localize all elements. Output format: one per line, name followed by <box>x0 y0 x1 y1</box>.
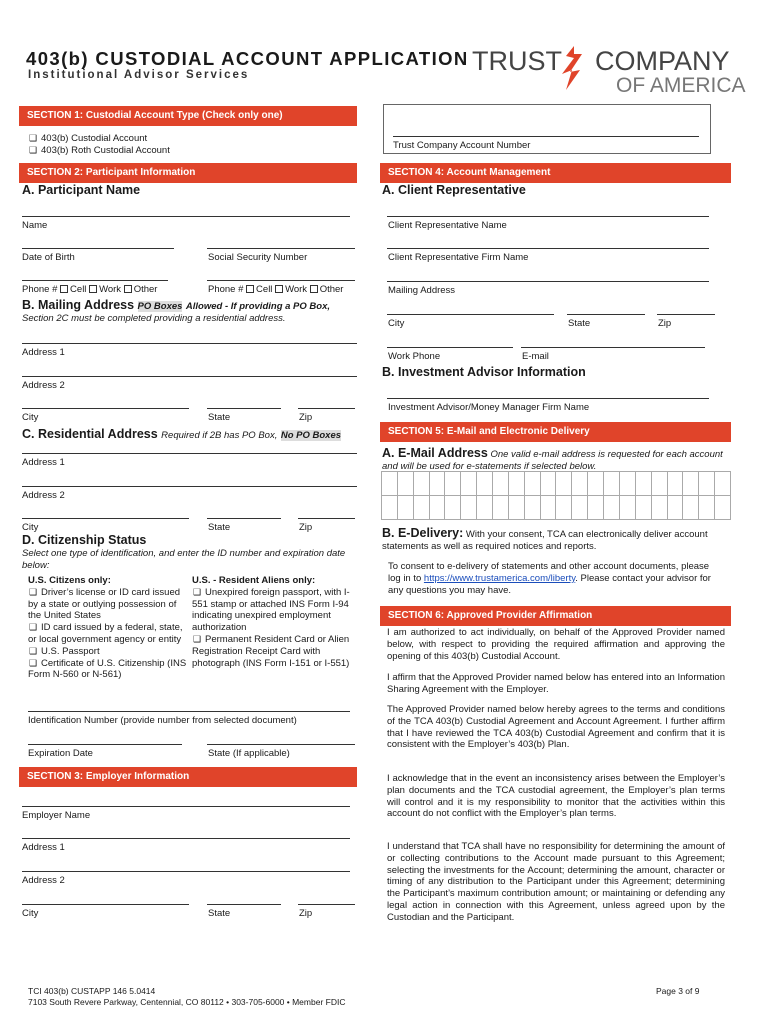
res-note: Required if 2B has PO Box, <box>161 430 278 441</box>
emp-city-field[interactable] <box>22 904 189 905</box>
option-label: 403(b) Roth Custodial Account <box>41 145 170 156</box>
no-po-boxes-highlight: No PO Boxes <box>280 430 342 441</box>
email-entry-grid-row2[interactable] <box>381 496 731 520</box>
checkbox-icon[interactable]: ❑ <box>28 586 38 597</box>
us-item[interactable] <box>28 622 188 646</box>
checkbox-icon[interactable]: ❑ <box>192 633 202 644</box>
edelivery-heading: B. E-Delivery: <box>382 526 464 540</box>
checkbox-icon[interactable]: ❑ <box>28 145 38 155</box>
emp-city-label: City <box>22 908 39 919</box>
res-address2-label: Address 2 <box>22 490 65 501</box>
work-checkbox[interactable] <box>275 285 283 293</box>
investment-advisor-heading: B. Investment Advisor Information <box>382 365 586 379</box>
mail-address2-field[interactable] <box>22 376 357 377</box>
section1-header: SECTION 1: Custodial Account Type (Check only one) <box>19 106 357 126</box>
section3-header: SECTION 3: Employer Information <box>19 767 357 787</box>
cell-text: Cell <box>70 284 87 295</box>
firm-name-field[interactable] <box>387 248 709 249</box>
consent-text-2: . Please contact your advisor for any questions you may have. <box>388 572 711 596</box>
mail-zip-field[interactable] <box>298 408 355 409</box>
phone1-label <box>22 284 157 295</box>
work-text: Work <box>285 284 308 295</box>
citizenship-note: Select one type of identification, and enter the ID number and expiration date below: <box>22 548 346 571</box>
res-city-field[interactable] <box>22 518 189 519</box>
client-rep-heading: A. Client Representative <box>382 183 526 197</box>
us-item[interactable] <box>28 646 188 658</box>
resident-aliens-heading: U.S. - Resident Aliens only: <box>192 575 316 586</box>
res-address1-label: Address 1 <box>22 457 65 468</box>
res-address2-field[interactable] <box>22 486 357 487</box>
expiration-field[interactable] <box>28 744 182 745</box>
phone-text: Phone # <box>22 284 58 295</box>
logo-text-top: TRUST COMPANY <box>472 46 730 76</box>
id-number-field[interactable] <box>28 711 350 712</box>
ra-item[interactable] <box>192 634 352 669</box>
email-heading-block <box>382 447 727 473</box>
rep-zip-field[interactable] <box>657 314 715 315</box>
rep-mailing-field[interactable] <box>387 281 709 282</box>
residential-address-heading <box>22 427 341 441</box>
section5-header: SECTION 5: E-Mail and Electronic Delivery <box>380 422 731 442</box>
mail-city-label: City <box>22 412 39 423</box>
mail-address1-field[interactable] <box>22 343 357 344</box>
id-state-field[interactable] <box>207 744 355 745</box>
phone-text: Phone # <box>208 284 244 295</box>
emp-zip-field[interactable] <box>298 904 355 905</box>
heading-text: C. Residential Address <box>22 427 158 441</box>
emp-address1-label: Address 1 <box>22 842 65 853</box>
checkbox-icon[interactable]: ❑ <box>28 657 38 668</box>
edelivery-text: With your consent, TCA can electronically deliver account statements as well as required notices and reports. <box>382 529 708 552</box>
mail-zip-label: Zip <box>299 412 313 423</box>
us-citizens-heading: U.S. Citizens only: <box>28 575 111 586</box>
affirmation-paragraph: I am authorized to act individually, on behalf of the Approved Provider named below, with respect to providing the required affirmation and approving the opening of this 403(b) Custodial Account. <box>387 627 725 662</box>
heading-text: B. Mailing Address <box>22 298 135 312</box>
mail-state-label: State <box>208 412 231 423</box>
form-id: TCI 403(b) CUSTAPP 146 5.0414 <box>28 986 156 996</box>
mail-address2-label: Address 2 <box>22 380 65 391</box>
rep-mailing-label: Mailing Address <box>388 285 456 296</box>
emp-state-field[interactable] <box>207 904 281 905</box>
checkbox-icon[interactable]: ❑ <box>192 586 202 597</box>
document-subtitle: Institutional Advisor Services <box>28 69 250 81</box>
phone1-field[interactable] <box>22 280 168 281</box>
email-note: One valid e-mail address is requested for each account and will be used for e-statements if selected below. <box>382 449 723 472</box>
section2-header: SECTION 2: Participant Information <box>19 163 357 183</box>
option-403b-roth[interactable] <box>28 145 170 156</box>
emp-state-label: State <box>208 908 231 919</box>
po-note-2: Section 2C must be completed providing a residential address. <box>22 313 286 324</box>
us-citizens-column <box>28 575 188 681</box>
po-boxes-highlight: PO Boxes <box>137 301 183 312</box>
section6-header: SECTION 6: Approved Provider Affirmation <box>380 606 731 626</box>
option-403b-custodial[interactable] <box>28 133 147 144</box>
res-state-label: State <box>208 522 231 533</box>
cell-checkbox[interactable] <box>246 285 254 293</box>
emp-address1-field[interactable] <box>22 838 350 839</box>
po-note: Allowed - If providing a PO Box, <box>185 301 331 312</box>
work-phone-field[interactable] <box>387 347 513 348</box>
dob-label: Date of Birth <box>22 252 75 263</box>
other-text: Other <box>319 284 344 295</box>
rep-name-field[interactable] <box>387 216 709 217</box>
affirmation-paragraph: I acknowledge that in the event an inconsistency arises between the Employer’s plan documents and the TCA custodial agreement, the Employer’s plan terms will control and it is my responsibility to monitor that the activities within this account do not conflict with the Employer’s plan terms. <box>387 773 725 820</box>
us-item-text: Driver’s license or ID card issued by a state or outlying possession of the United States <box>28 586 181 622</box>
res-zip-label: Zip <box>299 522 313 533</box>
rep-name-label: Client Representative Name <box>388 220 507 231</box>
ra-item-text: Permanent Resident Card or Alien Registration Receipt Card with photograph (INS Form I-151 or I-551) <box>192 633 350 669</box>
email-entry-grid[interactable] <box>381 471 731 496</box>
name-label: Name <box>22 220 48 231</box>
emp-address2-field[interactable] <box>22 871 350 872</box>
checkbox-icon[interactable]: ❑ <box>28 645 38 656</box>
us-item[interactable] <box>28 587 188 622</box>
page-number: Page 3 of 9 <box>656 986 700 996</box>
rep-state-label: State <box>568 318 591 329</box>
account-number-field[interactable] <box>393 136 699 137</box>
res-address1-field[interactable] <box>22 453 357 454</box>
ssn-label: Social Security Number <box>208 252 308 263</box>
company-logo <box>470 40 746 100</box>
consent-text-1: To consent to e-delivery of statements and other account documents, please log in to <box>388 561 710 584</box>
other-checkbox[interactable] <box>310 285 318 293</box>
other-checkbox[interactable] <box>124 285 132 293</box>
account-number-label: Trust Company Account Number <box>393 140 531 151</box>
id-state-label: State (If applicable) <box>208 748 290 759</box>
checkbox-icon[interactable]: ❑ <box>28 133 38 143</box>
us-item-text: U.S. Passport <box>41 645 100 657</box>
checkbox-icon[interactable]: ❑ <box>28 622 38 633</box>
phone2-field[interactable] <box>207 280 355 281</box>
expiration-label: Expiration Date <box>28 748 93 759</box>
us-item-text: ID card issued by a federal, state, or local government agency or entity <box>28 622 183 645</box>
affirmation-paragraph: I understand that TCA shall have no responsibility for determining the amount of or collecting contributions to the Account made pursuant to this Agreement; selecting the investments for the Account; determining the amount, character or timing of any distribution to the Participant under this Agreement; determining the Participant’s maximum contribution amount; or maintaining or defending any legal action in connection with this Agreement, unless agreed upon by the Custodian and the Participant. <box>387 841 725 923</box>
rep-email-label: E-mail <box>522 351 549 362</box>
mailing-address-heading <box>22 298 330 312</box>
mail-state-field[interactable] <box>207 408 281 409</box>
advisor-firm-field[interactable] <box>387 398 709 399</box>
id-number-label: Identification Number (provide number from selected document) <box>28 715 297 726</box>
document-title: 403(b) CUSTODIAL ACCOUNT APPLICATION <box>26 48 469 69</box>
employer-name-field[interactable] <box>22 806 350 807</box>
cell-checkbox[interactable] <box>60 285 68 293</box>
name-field[interactable] <box>22 216 350 217</box>
consent-text <box>388 561 718 596</box>
rep-state-field[interactable] <box>567 314 645 315</box>
section4-header: SECTION 4: Account Management <box>380 163 731 183</box>
option-label: 403(b) Custodial Account <box>41 133 148 144</box>
us-item-text: Certificate of U.S. Citizenship (INS Form N-560 or N-561) <box>28 657 187 681</box>
phone2-label <box>208 284 343 295</box>
employer-name-label: Employer Name <box>22 810 91 821</box>
cell-text: Cell <box>256 284 273 295</box>
mail-city-field[interactable] <box>22 408 189 409</box>
participant-name-heading: A. Participant Name <box>22 183 141 197</box>
us-item[interactable] <box>28 658 188 682</box>
rep-zip-label: Zip <box>658 318 672 329</box>
work-text: Work <box>99 284 122 295</box>
liberty-link[interactable]: https://www.trustamerica.com/liberty <box>423 572 576 584</box>
mail-address1-label: Address 1 <box>22 347 65 358</box>
rep-email-field[interactable] <box>521 347 705 348</box>
res-city-label: City <box>22 522 39 533</box>
work-checkbox[interactable] <box>89 285 97 293</box>
rep-city-field[interactable] <box>387 314 554 315</box>
work-phone-label: Work Phone <box>388 351 441 362</box>
res-zip-field[interactable] <box>298 518 355 519</box>
emp-zip-label: Zip <box>299 908 313 919</box>
company-address: 7103 South Revere Parkway, Centennial, CO 80112 • 303-705-6000 • Member FDIC <box>28 997 346 1007</box>
firm-name-label: Client Representative Firm Name <box>388 252 529 263</box>
res-state-field[interactable] <box>207 518 281 519</box>
other-text: Other <box>133 284 158 295</box>
ra-item[interactable] <box>192 587 352 634</box>
advisor-firm-label: Investment Advisor/Money Manager Firm Name <box>388 402 590 413</box>
emp-address2-label: Address 2 <box>22 875 65 886</box>
logo-text-bottom: OF AMERICA <box>616 74 746 97</box>
dob-field[interactable] <box>22 248 174 249</box>
affirmation-paragraph: I affirm that the Approved Provider named below has entered into an Information Sharing Agreement with the Employer. <box>387 672 725 695</box>
edelivery-block <box>382 527 727 553</box>
ssn-field[interactable] <box>207 248 355 249</box>
ra-item-text: Unexpired foreign passport, with I-551 stamp or attached INS Form I-94 indicating unexpired employment authorization <box>192 586 350 634</box>
email-heading: A. E-Mail Address <box>382 446 488 460</box>
affirmation-paragraph: The Approved Provider named below hereby agrees to the terms and conditions of the TCA 403(b) Custodial Agreement and Account Agreement. I further affirm that I have reviewed the TCA 403(b) Custodial Agreement and confirm that it is consistent with the Employer’s 403(b) Plan. <box>387 704 725 751</box>
citizenship-heading: D. Citizenship Status <box>22 533 147 547</box>
resident-aliens-column <box>192 575 352 669</box>
rep-city-label: City <box>388 318 405 329</box>
